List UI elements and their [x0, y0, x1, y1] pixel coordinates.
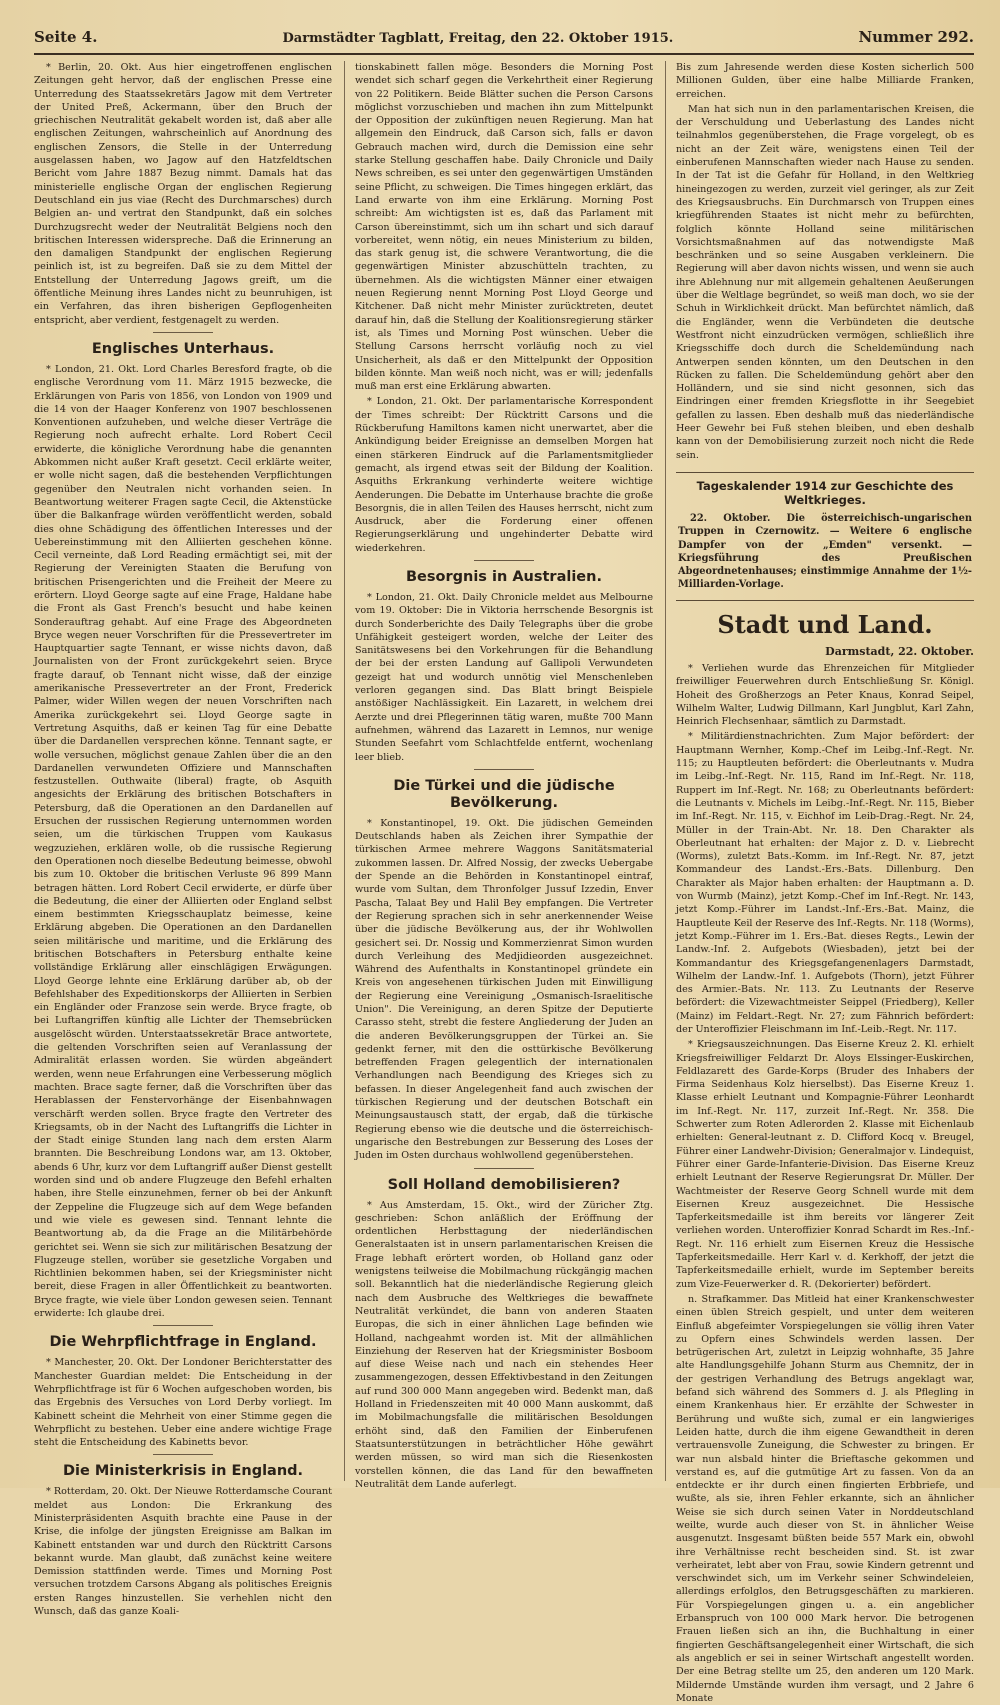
article-strafkammer: n. Strafkammer. Das Mitleid hat einer Krankenschwester einen üblen Streich gespielt, und unter dem weiteren Einfluß abgefeimter Vorspiegelungen sie völlig ihren Vater zu Opfern eines Schwindels werden lassen. Der betrügerischen Art, zuletzt in Leipzig wohnhafte, 35 Jahre alte Handlungsgehilfe Johann Sturm aus Chemnitz, der in der gestrigen Verhandlung des Betrugs angeklagt war, befand sich während des Sommers d. J. als Pflegling in einem Krankenhaus hier. Er erzählte der Schwester in Berührung und wußte sich, zumal er ein langwieriges Leiden hatte, durch die ihm eigene Gewandtheit in deren vertrauensvolle Zuneigung, die Schwester zu bringen. Er war nun alsbald hinter die Brieftasche gekommen und verstand es, auf die gutmütige Art zu fassen. Von da an entdeckte er ihr durch einen fingierten Erbbriefe, und wußte, als sie, ihren Fehler erkannte, sich an ähnlicher Weise sie sich durch seinen Vater in Norddeutschland weilte, wurde auch dieser von St. in ähnlicher Weise ausgenutzt. Insgesamt büßten beide 557 Mark ein, obwohl ihre Verhältnisse recht bescheiden sind. St. ist zwar verheiratet, lebt aber von Frau, sowie Kindern getrennt und verschwindet sich, um im Verkehr seiner Schwindeleien, allerdings erfolglos, den Betrugsgeschäften zu markieren. Für Vorspiegelungen gingen u. a. ein angeblicher Erbanspruch von 100 000 Mark hervor. Die betrogenen Frauen ließen sich an ihn, die Buchhaltung in einer fingierten Geschäftsangelegenheit einer Wirtschaft, die sich als angeblich er sei in seiner Wirtschaft angestellt worden. Der eine Betrag stellte um 25, den anderen um 120 Mark. Mildernde Umstände wurden ihm versagt, und 2 Jahre 6 Monate — [676, 1293, 974, 1704]
article-holland-cont-2: Man hat sich nun in den parlamentarischen Kreisen, die der Verschuldung und Ueberlastung des Landes nicht teilnahmlos gegenüberstehen, die Frage vorgelegt, ob es nicht an der Zeit wäre, wenigstens einen Teil der einberufenen Mannschaften wieder nach Hause zu senden. In der Tat ist die Gefahr für Holland, in den Weltkrieg hineingezogen zu werden, zurzeit viel geringer, als zur Zeit des Kriegsausbruchs. Ein Durchmarsch von Truppen eines kriegführenden Staates ist nicht mehr zu befürchten, folglich könnte Holland seine militärischen Vorsichtsmaßnahmen auf das notwendigste Maß beschränken und so seine Ausgaben verkleinern. Die Regierung will aber davon nichts wissen, und wenn sie auch ihre Ablehnung nur mit allgemein gehaltenen Aeußerungen über die Weltlage begründet, so weiß man doch, wo sie der Schuh in Wirklichkeit drückt. Man befürchtet nämlich, daß die Engländer, wenn die Verbündeten die deutsche Westfront nicht einzudrücken vermögen, schließlich ihre Kriegsschiffe doch durch die Scheldemündung nach Antwerpen senden könnten, um den Deutschen in den Rücken zu fallen. Die Scheldemündung gehört aber den Holländern, und sie sind nicht gesonnen, sich das Eindringen einer fremden Kriegsflotte in ihr Seegebiet gefallen zu lassen. Eben deshalb muß das niederländische Heer Gewehr bei Fuß stehen bleiben, und eben deshalb kann von der Demobilisierung zurzeit noch nicht die Rede sein. — [676, 103, 974, 461]
page-number: Seite 4. — [34, 28, 98, 46]
article-verliehen: * Verliehen wurde das Ehrenzeichen für Mitglieder freiwilliger Feuerwehren durch Entschließung Sr. Königl. Hoheit des Großherzogs an Peter Knaus, Konrad Seipel, Wilhelm Walter, Ludwig Dillmann, Karl Jungblut, Karl Zahn, Heinrich Flechsenhaar, sämtlich zu Darmstadt. — [676, 662, 974, 728]
headline-holland: Soll Holland demobilisieren? — [387, 1176, 621, 1193]
calendar-box — [676, 472, 974, 601]
article-holland: * Aus Amsterdam, 15. Okt., wird der Züricher Ztg. geschrieben: Schon anläßlich der Eröffnung der ordentlichen Herbsttagung der niederländischen Generalstaaten ist in unsern parlamentarischen Kreisen die Frage lebhaft erörtert worden, ob Holland ganz oder wenigstens teilweise die Mobilmachung rückgängig machen soll. Bekanntlich hat die niederländische Regierung gleich nach dem Ausbruche des Weltkrieges die bewaffnete Neutralität verkündet, die bann von anderen Staaten Europas, die sich in einer ähnlichen Lage befinden wie Holland, nachgeahmt worden ist. Mit der allmählichen Einziehung der Reserven hat der Kriegsminister Bosboom auf diese Weise nach und nach ein stehendes Heer zusammengezogen, dessen Effektivbestand in den Zeitungen auf rund 300 000 Mann angegeben wird. Bedenkt man, daß Holland in Friedenszeiten mit 40 000 Mann auskommt, daß im Mobilmachungsfalle die militärischen Besoldungen erhöht sind, daß den Familien der Einberufenen Staatsunterstützungen in beträchtlicher Höhe gewährt werden müssen, so wird man sich die Riesenkosten vorstellen können, die das Land für den bewaffneten Neutralität dem Lande auferlegt. — [355, 1199, 653, 1490]
headline-tuerkei: Die Türkei und die jüdische Bevölkerung. — [393, 777, 615, 811]
article-unterhaus: * London, 21. Okt. Lord Charles Beresford fragte, ob die englische Verordnung vom 11. März 1915 bezwecke, die Erklärungen von Paris von 1856, von London von 1909 und die 14 von der Haager Konferenz von 1907 beschlossenen Konventionen aufzuheben, und welche dieser Verträge die Regierung noch aufrecht erhalte. Lord Robert Cecil erwiderte, die königliche Verordnung habe die genannten Abkommen nicht außer Kraft gesetzt. Cecil erklärte weiter, er wolle nicht sagen, daß die bestehenden Verpflichtungen gegenüber den Neutralen nicht vorhanden seien. In Beantwortung weiterer Fragen sagte Cecil, die Aktenstücke über die Balkanfrage würden veröffentlicht werden, sobald dies ohne Schädigung des öffentlichen Interesses und der Uebereinstimmung mit den Alliierten geschehen könne. Cecil verneinte, daß Lord Reading ermächtigt sei, mit der Regierung der Vereinigten Staaten die Berufung von britischen Prisengerichten und die Freiheit der Meere zu erörtern. Lloyd George sagte auf eine Frage, Haldane habe die Front als Gast French's besucht und habe keinen Sonderauftrag gehabt. Auf eine Frage des Abgeordneten Bryce wegen neuer Vorschriften für die Pressevertreter im Hauptquartier sagte Tennant, er wisse nichts davon, daß Journalisten von der Front zurückgekehrt seien. Bryce fragte darauf, ob Tennant nicht wisse, daß der einzige amerikanische Pressevertreter an der Front, Frederick Palmer, wider Willen wegen der neuen Vorschriften nach Amerika zurückgekehrt sei. Lloyd George sagte in Vertretung Asquiths, daß er keinen Tag für eine Debatte über die Dardanellen versprechen könne. Tennant sagte, er wolle versuchen, möglichst genaue Zahlen über die an den Dardanellen verwundeten Offiziere und Mannschaften festzustellen. Outhwaite (liberal) fragte, ob Asquith angesichts der Erklärung des britischen Botschafters in Petersburg, daß die Operationen an den Dardanellen auf Ersuchen der russischen Regierung unternommen worden seien, um die türkischen Truppen vom Kaukasus wegzuziehen, erklären wolle, ob die russische Regierung den Operationen noch dieselbe Bedeutung beimesse, obwohl bis zum 10. Oktober die britischen Verluste 96 899 Mann betragen hätten. Lord Robert Cecil erwiderte, er dürfe über die Bedeutung, die einer der Alliierten oder England selbst einem bestimmten Kriegsschauplatz beimesse, keine Erklärung abgeben. Die Operationen an den Dardanellen seien militärische und maritime, und die Erklärung des britischen Botschafters in Petersburg enthalte keine vollständige Erklärung aller einschlägigen Erwägungen. Lloyd George lehnte eine Erklärung darüber ab, ob der Befehlshaber des Expeditionskorps der Alliierten in Serbien ein Engländer oder Franzose sein werde. Bryce fragte, ob bei Luftangriffen künftig alle Lichter der Themsebrücken ausgelöscht würden. Unterstaatssekretär Brace antwortete, die geltenden Vorschriften seien auf Veranlassung der Admiralität erlassen worden. Sie würden abgeändert werden, wenn neue Erfahrungen eine Verbesserung möglich machten. Brace sagte ferner, daß die Vorschriften über das Herablassen der Fenstervorhänge der Eisenbahnwagen verschärft werden sollen. Bryce fragte den Vertreter des Kriegsamts, ob in der Nacht des Luftangriffs die Lichter in der Stadt einige Stunden lang nach dem ersten Alarm brannten. Die Beschreibung Londons war, am 13. Oktober, abends 6 Uhr, kurz vor dem Luftangriff außer Dienst gestellt worden sind und ob andere Flugzeuge den Befehl erhalten haben, ihre Stelle einzunehmen, ferner ob bei der Ankunft der Zeppeline die Flugzeuge sich auf dem Wege befanden und wie viele es gewesen sind. Tennant lehnte die Beantwortung ab, da die Frage an die Militärbehörde gerichtet sei. Wenn sie sich zur militärischen Besatzung der Flugzeuge stellen, worüber sie gesetzliche Vorgaben und Richtlinien bekommen haben, sei der Kriegsminister nicht bereit, diese Fragen in aller Öffentlichkeit zu beantworten. Bryce fragte, wie viele über London gewesen seien. Tennant erwiderte: Ich glaube drei. — [34, 363, 332, 1320]
divider — [474, 769, 534, 770]
dateline: Darmstadt, 22. Oktober. — [825, 644, 974, 658]
article-auszeichnungen: * Kriegsauszeichnungen. Das Eiserne Kreuz 2. Kl. erhielt Kriegsfreiwilliger Feldarzt Dr. Aloys Elssinger-Euskirchen, Feldlazarett des Garde-Korps (Bruder des Inhabers der Firma Seidenhaus Kolz hierselbst). Das Eiserne Kreuz 1. Klasse erhielt Leutnant und Kompagnie-Führer Leonhardt im Inf.-Regt. Nr. 117, zurzeit Inf.-Regt. Nr. 358. Die Schwerter zum Roten Adlerorden 2. Klasse mit Eichenlaub erhielten: General-leutnant z. D. Clifford Kocq v. Breugel, Führer einer Landwehr-Division; Generalmajor v. Lindequist, Führer einer Garde-Infanterie-Division. Das Eiserne Kreuz erhielt Leutnant der Reserve Regierungsrat Dr. Müller. Der Wachtmeister der Reserve Georg Schnell wurde mit dem Eisernen Kreuz ausgezeichnet. Die Hessische Tapferkeitsmedaille ist ihm bereits vor längerer Zeit verliehen worden. Unteroffizier Konrad Schardt im Res.-Inf.-Regt. Nr. 116 erhielt zum Eisernen Kreuz die Hessische Tapferkeitsmedaille. Herr Karl v. d. Kerkhoff, der jetzt die Tapferkeitsmedaille erhielt, wurde im September bereits zum Vize-Feuerwerker d. R. (Dekorierter) befördert. — [676, 1039, 974, 1290]
article-holland-cont: Bis zum Jahresende werden diese Kosten sicherlich 500 Millionen Gulden, über eine halbe Milliarde Franken, erreichen. — [676, 62, 974, 100]
headline-unterhaus: Englisches Unterhaus. — [91, 340, 275, 357]
issue-number: Nummer 292. — [858, 28, 974, 46]
article-militaer: * Militärdienstnachrichten. Zum Major befördert: der Hauptmann Wernher, Komp.-Chef im Leibg.-Inf.-Regt. Nr. 115; zu Hauptleuten befördert: die Oberleutnants v. Mudra im Leibg.-Inf.-Regt. Nr. 115, Rand im Inf.-Regt. Nr. 118, Ruppert im Inf.-Regt. Nr. 168; zu Oberleutnants befördert: die Leutnants v. Michels im Leibg.-Inf.-Regt. Nr. 115, Bieber im Inf.-Regt. Nr. 115, v. Eichhof im Leib-Drag.-Regt. Nr. 24, Müller in der Train-Abt. Nr. 18. Den Charakter als Oberleutnant hat erhalten: der Major z. D. v. Liebrecht (Worms), zuletzt Bats.-Komm. im Inf.-Regt. Nr. 87, jetzt Kommandeur des Landst.-Ers.-Bats. Dillenburg. Den Charakter als Major haben erhalten: der Hauptmann a. D. von Wurmb (Mainz), jetzt Komp.-Chef im Inf.-Regt. Nr. 143, jetzt Komp.-Führer im Landst.-Inf.-Ers.-Bat. Mainz, die Hauptleute Keil der Reserve des Inf.-Regts. Nr. 118 (Worms), jetzt Komp.-Führer im 1. Ers.-Bat. dieses Regts., Lewin der Landw.-Inf. 2. Aufgebots (Wiesbaden), jetzt bei der Kommandantur des Kriegsgefangenenlagers Darmstadt, Wilhelm der Landw.-Inf. 1. Aufgebots (Thorn), jetzt Führer des Armier.-Bats. Nr. 113. Zu Leutnants der Reserve befördert: die Vizewachtmeister Seippel (Friedberg), Keller (Mainz) im Feldart.-Regt. Nr. 27; zum Fähnrich befördert: der Unteroffizier Fleischmann im Inf.-Leib.-Regt. Nr. 117. — [676, 731, 974, 1035]
article-times: * London, 21. Okt. Der parlamentarische Korrespondent der Times schreibt: Der Rücktritt Carsons und die Rückberufung Hamiltons kamen nicht unerwartet, aber die Ankündigung beider Ereignisse an demselben Morgen hat einen stärkeren Eindruck auf die Parlamentsmitglieder gemacht, als irgend etwas seit der Bildung der Koalition. Asquiths Erkrankung verhinderte weitere wichtige Aenderungen. Die Debatte im Unterhause brachte die große Besorgnis, die in allen Teilen des Hauses herrscht, nicht zum Ausdruck, aber die Forderung einer offenen Regierungserklärung und ungehinderter Debatte wird wiederkehren. — [355, 396, 653, 554]
article-ministerkrisis-cont: tionskabinett fallen möge. Besonders die Morning Post wendet sich scharf gegen die Verkehrtheit einer Regierung von 22 Politikern. Beide Blätter suchen die Person Carsons möglichst vorzuschieben und machen ihn zum Mittelpunkt der Opposition der zukünftigen neuen Regierung. Man hat allgemein den Eindruck, daß Carson sich, falls er davon Gebrauch machen wird, durch die Demission eine sehr starke Stellung geschaffen habe. Daily Chronicle und Daily News schreiben, es sei unter den gegenwärtigen Umständen seine Pflicht, zu schweigen. Die Times hingegen erklärt, das Land erwarte von ihm eine Erklärung. Morning Post schreibt: Am wichtigsten ist es, daß das Parlament mit Carson übereinstimmt, sich um ihn schart und sich darauf vorbereitet, wenn nötig, ein neues Ministerium zu bilden, das stark genug ist, die schwere Verantwortung, die die gegenwärtigen Minister abzuschütteln trachten, zu übernehmen. Als die wichtigsten Männer einer etwaigen neuen Regierung nennt Morning Post Lloyd George und Kitchener. Daß nicht mehr Minister zurücktreten, deutet darauf hin, daß die Stellung der Koalitionsregierung stärker ist, als Times und Morning Post wünschen. Ueber die Stellung Carsons herrscht vorläufig noch zu viel Unsicherheit, als daß er den Mittelpunkt der Opposition bilden könnte. Man weiß noch nicht, was er will; jedenfalls muß man erst eine Erklärung abwarten. — [355, 62, 653, 393]
section-title-stadt-und-land: Stadt und Land. — [717, 609, 933, 639]
column-3 — [665, 61, 974, 1704]
article-tuerkei: * Konstantinopel, 19. Okt. Die jüdischen Gemeinden Deutschlands haben als Zeichen ihrer Sympathie der türkischen Armee mehrere Waggons Sanitätsmaterial zukommen lassen. Dr. Alfred Nossig, der zwecks Uebergabe der Spende an die Behörden in Konstantinopel eintraf, wurde vom Sultan, dem Thronfolger Jussuf Izzedin, Enver Pascha, Talaat Bey und Halil Bey empfangen. Die Vertreter der Regierung sprachen sich in sehr anerkennender Weise über die jüdische Bevölkerung aus, der ihr Wohlwollen gesichert sei. Dr. Nossig und Kommerzienrat Simon wurden durch Verleihung des Medjidieorden ausgezeichnet. Während des Aufenthalts in Konstantinopel gründete ein Kreis von angesehenen türkischen Juden mit Einwilligung der Regierung eine Vereinigung „Osmanisch-Israelitische Union". Die Vereinigung, an deren Spitze der Deputierte Carasso steht, strebt die festere Angliederung der Juden an die anderen Bevölkerungsgruppen der Türkei an. Sie gedenkt ferner, mit den die osttürkische Bevölkerung betreffenden Fragen gelegentlich der internationalen Verhandlungen nach Beendigung des Krieges sich zu befassen. In dieser Angelegenheit fand auch zwischen der türkischen Regierung und der deutschen Botschaft ein Meinungsaustausch statt, der ergab, daß die türkische Regierung ebenso wie die deutsche und die österreichisch-ungarische den Bestrebungen zur Besserung des Loses der Juden im Osten durchaus wohlwollend gegenüberstehen. — [355, 817, 653, 1162]
divider — [474, 1168, 534, 1169]
article-wehrpflicht: * Manchester, 20. Okt. Der Londoner Berichterstatter des Manchester Guardian meldet: Die Entscheidung in der Wehrpflichtfrage ist für 6 Wochen aufgeschoben worden, bis das Ergebnis des Versuches von Lord Derby vorliegt. Im Kabinett scheint die Mehrheit von einer Stimme gegen die Wehrpflicht zu bestehen. Ueber eine andere wichtige Frage steht die Entscheidung des Kabinetts bevor. — [34, 1357, 332, 1449]
column-2 — [344, 61, 653, 1490]
divider — [474, 560, 534, 561]
masthead: Darmstädter Tagblatt, Freitag, den 22. Oktober 1915. — [282, 31, 674, 46]
article-australien: * London, 21. Okt. Daily Chronicle meldet aus Melbourne vom 19. Oktober: Die in Viktoria herrschende Besorgnis ist durch Sonderberichte des Daily Telegraphs über die grobe Unfähigkeit gesteigert worden, welche der Leiter des Sanitätswesens bei den Vorkehrungen für die Behandlung der bei der ersten Landung auf Gallipoli Verwundeten gezeigt hat und wodurch unnötig viel Menschenleben verloren gegangen sind. Das Blatt bringt Beispiele anstößiger Nachlässigkeit. Ein Lazarett, in welchem drei Aerzte und drei Pflegerinnen tätig waren, mußte 700 Mann aufnehmen, während das Lazarett in Lemnos, nur wenige Stunden Seefahrt vom Schlachtfelde entfernt, wochenlang leer blieb. — [355, 591, 653, 763]
headline-wehrpflicht: Die Wehrpflichtfrage in England. — [49, 1334, 317, 1351]
calendar-text: 22. Oktober. Die österreichisch-ungarischen Truppen in Czernowitz. — Weitere 6 englische Dampfer von der „Emden" versenkt. — Kriegsführung des Preußischen Abgeordnetenhauses; einstimmige Annahme der 1½-Milliarden-Vorlage. — [678, 512, 972, 591]
calendar-title: Tageskalender 1914 zur Geschichte des Weltkrieges. — [696, 478, 954, 507]
column-1 — [34, 61, 332, 1618]
article-lead: * Berlin, 20. Okt. Aus hier eingetroffenen englischen Zeitungen geht hervor, daß der englischen Presse eine Unterredung des Staatssekretärs Jagow mit dem Vertreter der United Preß, Ackermann, über den Bruch der griechischen Neutralität gekabelt worden ist, daß aber alle englischen Zeitungen, wahrscheinlich auf Anordnung des englischen Zensors, die Stelle in der Unterredung ausgelassen haben, wo Jagow auf den Hatzfeldtschen Bericht vom Jahre 1887 Bezug nimmt. Damals hat das ministerielle englische Organ der englischen Regierung Deutschland ein jus viae (Recht des Durchmarsches) durch Belgien an- und vertrat den Standpunkt, daß ein solches Durchzugsrecht weder der Neutralität Belgiens noch den britischen Interessen widerspreche. Daß die Erinnerung an den damaligen Standpunkt der englischen Regierung peinlich ist, ist zu begreifen. Daß sie zu dem Mittel der Entstellung der Unterredung Jagows greift, um die öffentliche Meinung ihres Landes nicht zu beunruhigen, ist ein Verfahren, das ihren bisherigen Gepflogenheiten entspricht, aber verdient, festgenagelt zu werden. — [34, 62, 332, 326]
divider — [153, 1325, 213, 1326]
page-header — [34, 28, 974, 55]
columns — [34, 61, 974, 1704]
headline-ministerkrisis: Die Ministerkrisis in England. — [62, 1463, 304, 1480]
divider — [153, 332, 213, 333]
headline-australien: Besorgnis in Australien. — [406, 568, 602, 585]
divider — [153, 1454, 213, 1455]
article-ministerkrisis: * Rotterdam, 20. Okt. Der Nieuwe Rotterdamsche Courant meldet aus London: Die Erkrankung des Ministerpräsidenten Asquith brachte eine Pause in der Krise, die infolge der jüngsten Ereignisse am Balkan im Kabinett entstanden war und durch den Rücktritt Carsons bekannt wurde. Man glaubt, daß zunächst keine weitere Demission stattfinden werde. Times und Morning Post versuchen trotzdem Carsons Abgang als politisches Ereignis ersten Ranges hinzustellen. Sie verhehlen nicht den Wunsch, daß das ganze Koali- — [34, 1486, 332, 1618]
